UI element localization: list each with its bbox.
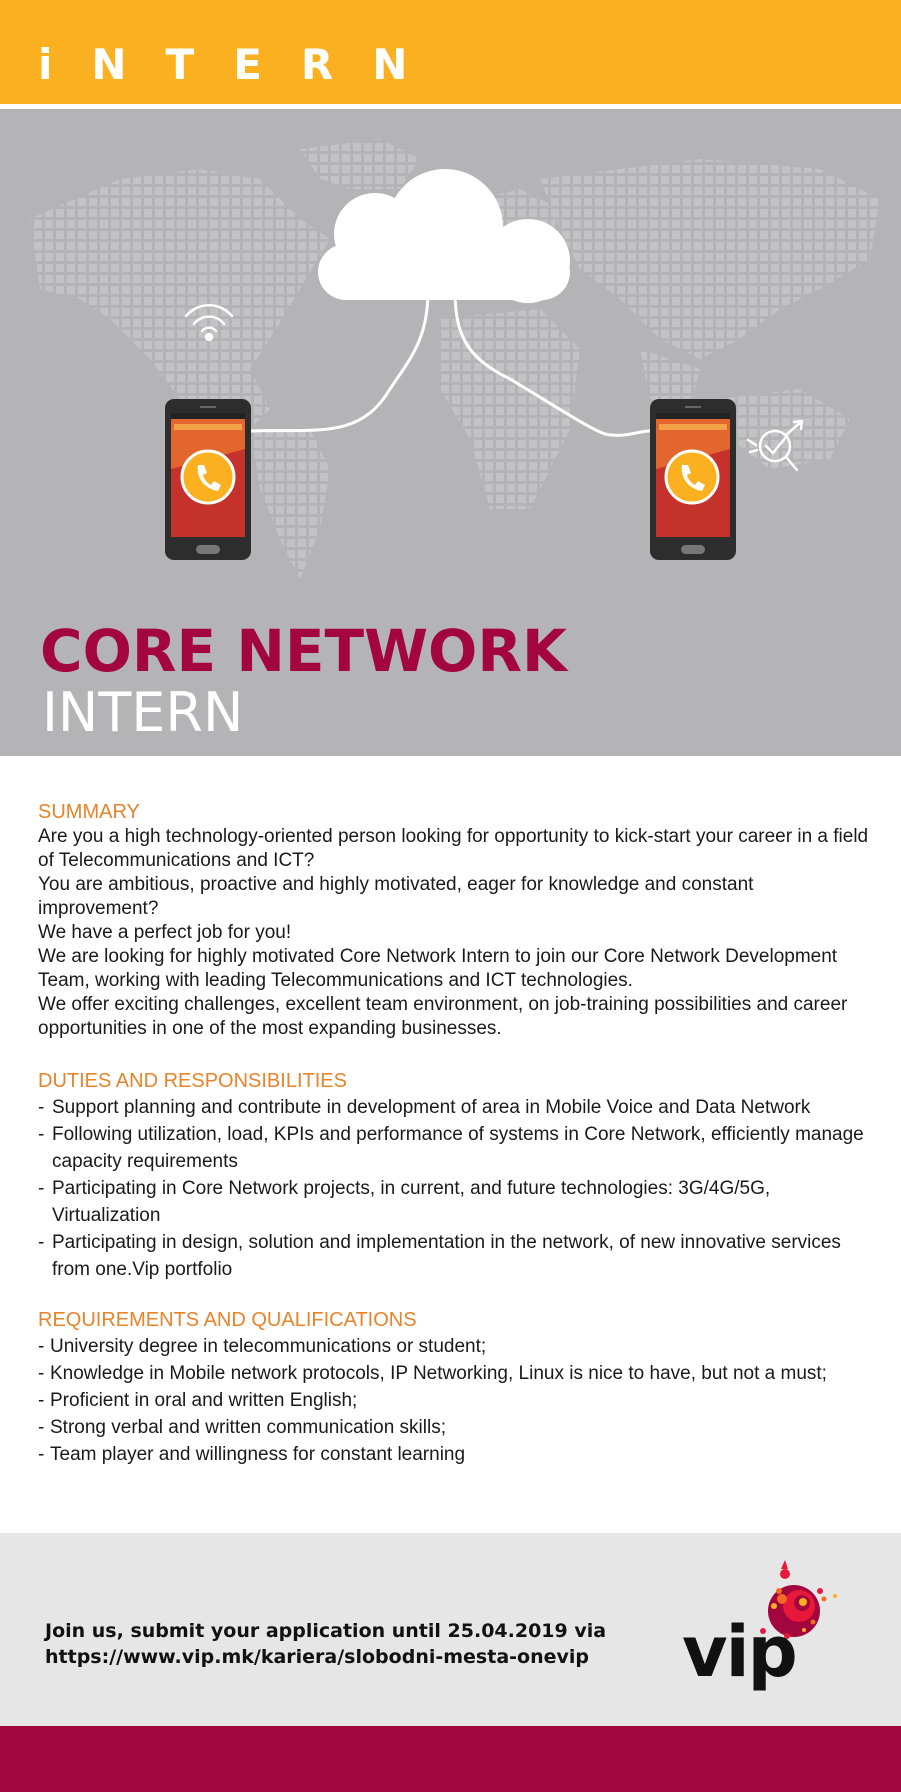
summary-line: We are looking for highly motivated Core Network Intern to join our Core Network Development Team, working with leading Telecommunications and ICT technologies. xyxy=(38,946,838,991)
duties-heading: DUTIES AND RESPONSIBILITIES xyxy=(38,1070,347,1092)
smartphone-icon xyxy=(650,399,736,560)
requirement-text: Strong verbal and written communication skills; xyxy=(50,1417,447,1438)
job-title: CORE NETWORK xyxy=(40,617,567,685)
application-cta xyxy=(45,1618,606,1670)
list-item: - Proficient in oral and written English; xyxy=(38,1390,358,1411)
duty-text: Participating in design, solution and implementation in the network, of new innovative services from one.Vip portfolio xyxy=(52,1232,841,1280)
list-item: - Support planning and contribute in development of area in Mobile Voice and Data Network xyxy=(38,1097,811,1118)
job-description xyxy=(38,800,878,1468)
list-item: - Team player and willingness for constant learning xyxy=(38,1444,466,1465)
requirement-text: University degree in telecommunications or student; xyxy=(50,1336,487,1357)
summary-text xyxy=(38,825,878,1041)
logo-wordmark: vip xyxy=(682,1611,796,1693)
requirement-text: Proficient in oral and written English; xyxy=(50,1390,358,1411)
summary-heading: SUMMARY xyxy=(38,801,140,823)
cloud-icon xyxy=(318,169,570,303)
summary-line: You are ambitious, proactive and highly motivated, eager for knowledge and constant improvement? xyxy=(38,874,754,919)
summary-line: We have a perfect job for you! xyxy=(38,922,292,943)
job-subtitle: INTERN xyxy=(42,681,244,744)
duty-text: Participating in Core Network projects, in current, and future technologies: 3G/4G/5G, Virtualization xyxy=(52,1178,771,1226)
smartphone-icon xyxy=(165,399,251,560)
requirement-text: Knowledge in Mobile network protocols, IP Networking, Linux is nice to have, but not a must; xyxy=(50,1363,827,1384)
summary-line: Are you a high technology-oriented person looking for opportunity to kick-start your career in a field of Telecommunications and ICT? xyxy=(38,826,869,871)
list-item: - Participating in Core Network projects, in current, and future technologies: 3G/4G/5G, Virtualization xyxy=(38,1178,771,1226)
list-item: - Following utilization, load, KPIs and performance of systems in Core Network, efficiently manage capacity requirements xyxy=(38,1124,864,1172)
vip-logo-icon xyxy=(678,1551,858,1701)
duties-list xyxy=(38,1094,878,1283)
requirement-text: Team player and willingness for constant learning xyxy=(50,1444,466,1465)
list-item: - Strong verbal and written communication skills; xyxy=(38,1417,447,1438)
bottom-bar xyxy=(0,1726,901,1792)
hero-illustration xyxy=(0,109,901,756)
duty-text: Support planning and contribute in development of area in Mobile Voice and Data Network xyxy=(52,1097,811,1118)
summary-line: We offer exciting challenges, excellent team environment, on job-training possibilities and career opportunities in one of the most expanding businesses. xyxy=(38,994,848,1039)
footer xyxy=(0,1533,901,1726)
list-item: - Knowledge in Mobile network protocols, IP Networking, Linux is nice to have, but not a must; xyxy=(38,1363,827,1384)
top-banner xyxy=(0,0,901,104)
list-item: - University degree in telecommunications or student; xyxy=(38,1336,487,1357)
duty-text: Following utilization, load, KPIs and performance of systems in Core Network, efficiently manage capacity requirements xyxy=(52,1124,864,1172)
cta-text: Join us, submit your application until 25.04.2019 via xyxy=(45,1620,607,1642)
application-link[interactable]: https://www.vip.mk/kariera/slobodni-mesta-onevip xyxy=(45,1646,589,1668)
list-item: - Participating in design, solution and implementation in the network, of new innovative services from one.Vip portfolio xyxy=(38,1232,841,1280)
requirements-list xyxy=(38,1333,878,1468)
banner-title: iNTERN xyxy=(38,40,447,89)
requirements-heading: REQUIREMENTS AND QUALIFICATIONS xyxy=(38,1309,417,1331)
